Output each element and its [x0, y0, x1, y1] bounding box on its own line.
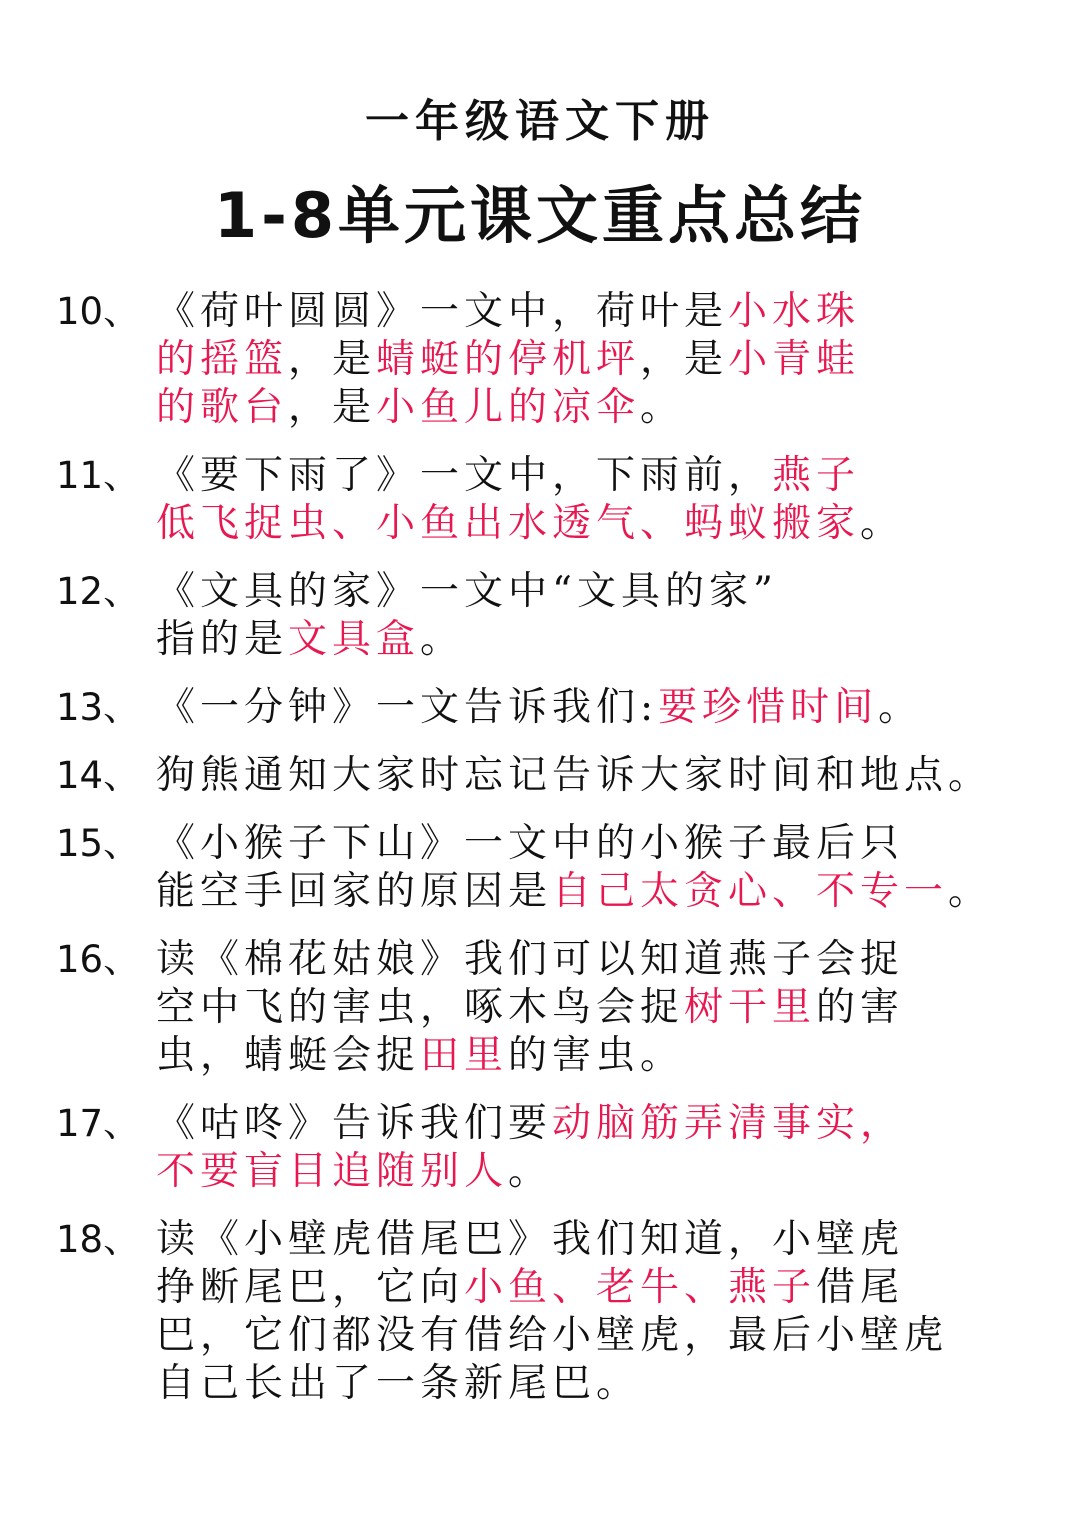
plain-phrase: 指的是: [156, 617, 289, 662]
list-item: [56, 684, 1056, 732]
highlighted-phrase: 小青蛙: [728, 337, 861, 382]
text-line: [156, 616, 1056, 664]
text-line: [156, 1216, 1056, 1264]
plain-phrase: 的害: [816, 985, 905, 1030]
list-item: [56, 936, 1056, 1080]
plain-phrase: 《一分钟》一文告诉我们:: [156, 685, 659, 730]
item-text: [156, 1216, 1056, 1408]
item-number: 13、: [56, 686, 141, 729]
plain-phrase: 虫，蜻蜓会捉: [156, 1033, 421, 1078]
plain-phrase: 。: [878, 685, 923, 730]
title-line-1: 一年级语文下册: [365, 96, 715, 147]
text-line: [156, 984, 1056, 1032]
item-number: 11、: [56, 454, 141, 497]
plain-phrase: 《咕咚》告诉我们要: [156, 1101, 553, 1146]
plain-phrase: 《小猴子下山》一文中的小猴子最后只: [156, 821, 905, 866]
text-line: [156, 1360, 1056, 1408]
plain-phrase: 空中飞的害虫，啄木鸟会捉: [156, 985, 685, 1030]
item-number: 10、: [56, 290, 141, 333]
highlighted-phrase: 动脑筋弄清事实，: [552, 1101, 905, 1146]
text-line: [156, 1312, 1056, 1360]
list-item: [56, 1216, 1056, 1408]
highlighted-phrase: 文具盒: [288, 617, 421, 662]
text-line: [156, 336, 1056, 384]
plain-phrase: ，是: [640, 337, 729, 382]
text-line: [156, 936, 1056, 984]
title-line-2: 1-8单元课文重点总结: [213, 179, 866, 252]
text-line: [156, 452, 1056, 500]
plain-phrase: 。: [640, 385, 685, 430]
text-line: [156, 684, 1056, 732]
plain-phrase: 能空手回家的原因是: [156, 869, 553, 914]
text-line: [156, 1148, 1056, 1196]
plain-phrase: 。: [508, 1149, 553, 1194]
text-line: [156, 820, 1056, 868]
highlighted-phrase: 不要盲目追随别人: [156, 1149, 509, 1194]
plain-phrase: ，是: [288, 337, 377, 382]
plain-phrase: 狗熊通知大家时忘记告诉大家时间和地点。: [156, 753, 993, 798]
list-item: [56, 752, 1056, 800]
plain-phrase: 巴，它们都没有借给小壁虎，最后小壁虎: [156, 1313, 949, 1358]
highlighted-phrase: 蜻蜓的停机坪: [376, 337, 641, 382]
text-line: [156, 288, 1056, 336]
text-line: [156, 568, 1056, 616]
item-text: [156, 936, 1056, 1080]
highlighted-phrase: 燕子: [772, 453, 861, 498]
plain-phrase: ，是: [288, 385, 377, 430]
list-item: [56, 820, 1056, 916]
plain-phrase: 《文具的家》一文中“文具的家”: [156, 569, 778, 614]
item-number: 17、: [56, 1102, 141, 1145]
list-item: [56, 1100, 1056, 1196]
item-text: [156, 452, 1056, 548]
plain-phrase: 自己长出了一条新尾巴。: [156, 1361, 641, 1406]
plain-phrase: 《荷叶圆圆》一文中，荷叶是: [156, 289, 729, 334]
highlighted-phrase: 小鱼、老牛、燕子: [464, 1265, 817, 1310]
plain-phrase: 。: [420, 617, 465, 662]
plain-phrase: 借尾: [816, 1265, 905, 1310]
highlighted-phrase: 的摇篮: [156, 337, 289, 382]
highlighted-phrase: 低飞捉虫、小鱼出水透气、蚂蚁搬家: [156, 501, 861, 546]
text-line: [156, 1100, 1056, 1148]
highlighted-phrase: 田里: [420, 1033, 509, 1078]
item-text: [156, 752, 1056, 800]
plain-phrase: 读《棉花姑娘》我们可以知道燕子会捉: [156, 937, 905, 982]
list-item: [56, 568, 1056, 664]
highlighted-phrase: 要珍惜时间: [658, 685, 879, 730]
text-line: [156, 1032, 1056, 1080]
item-text: [156, 568, 1056, 664]
highlighted-phrase: 树干里: [684, 985, 817, 1030]
highlighted-phrase: 小水珠: [728, 289, 861, 334]
item-text: [156, 288, 1056, 432]
list-item: [56, 452, 1056, 548]
text-line: [156, 868, 1056, 916]
item-number: 15、: [56, 822, 141, 865]
item-number: 12、: [56, 570, 141, 613]
list-item: [56, 288, 1056, 432]
plain-phrase: 的害虫。: [508, 1033, 685, 1078]
plain-phrase: 挣断尾巴，它向: [156, 1265, 465, 1310]
key-points-list: [56, 288, 1056, 1428]
text-line: [156, 752, 1056, 800]
item-text: [156, 684, 1056, 732]
plain-phrase: 。: [860, 501, 905, 546]
plain-phrase: 《要下雨了》一文中，下雨前，: [156, 453, 773, 498]
highlighted-phrase: 的歌台: [156, 385, 289, 430]
highlighted-phrase: 自己太贪心、不专一: [552, 869, 949, 914]
plain-phrase: 读《小壁虎借尾巴》我们知道，小壁虎: [156, 1217, 905, 1262]
text-line: [156, 1264, 1056, 1312]
item-number: 18、: [56, 1218, 141, 1261]
text-line: [156, 384, 1056, 432]
item-text: [156, 1100, 1056, 1196]
item-text: [156, 820, 1056, 916]
plain-phrase: 。: [948, 869, 993, 914]
item-number: 14、: [56, 754, 141, 797]
item-number: 16、: [56, 938, 141, 981]
highlighted-phrase: 小鱼儿的凉伞: [376, 385, 641, 430]
text-line: [156, 500, 1056, 548]
